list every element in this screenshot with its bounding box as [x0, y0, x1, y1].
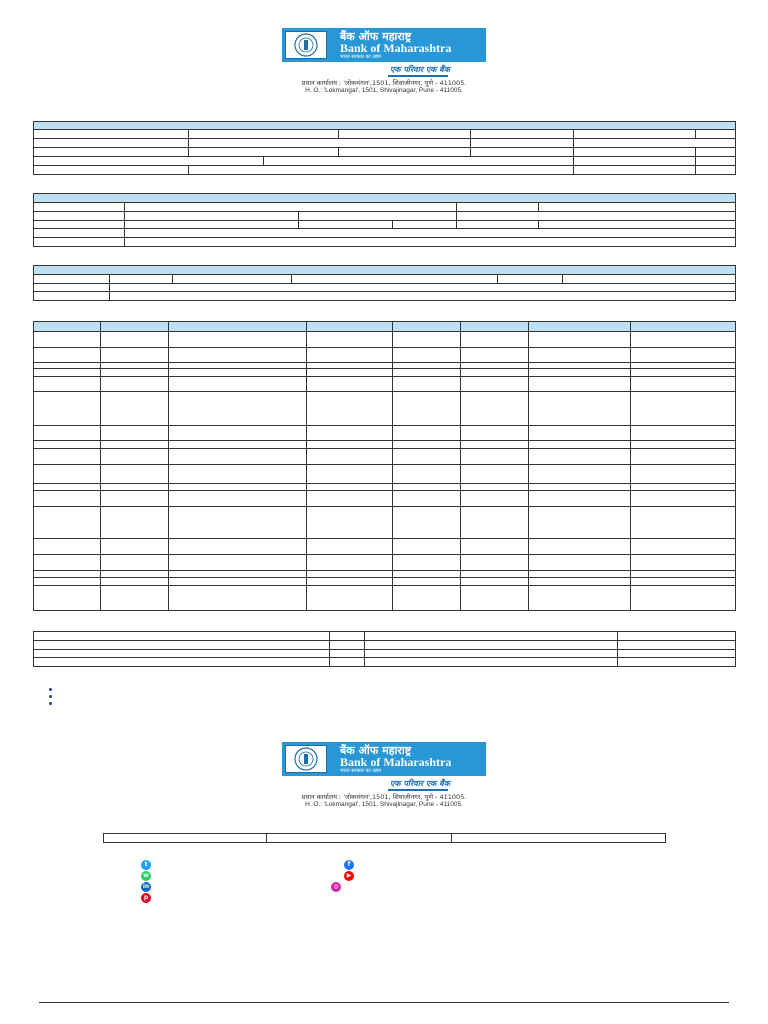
facebook-icon[interactable]: f [344, 860, 354, 870]
table-header [34, 266, 736, 275]
details-table-3 [33, 265, 736, 301]
table-header [34, 194, 736, 203]
table-row [34, 283, 736, 292]
table-row [34, 166, 736, 175]
linkedin-icon[interactable]: in [142, 883, 150, 890]
table-row [104, 834, 666, 843]
table-row [34, 157, 736, 166]
table-row [34, 483, 736, 491]
table-row [34, 640, 736, 649]
table-row [34, 649, 736, 658]
table-row [34, 570, 736, 578]
contact-strip-table [103, 833, 666, 843]
bank-seal-icon [285, 31, 327, 59]
bank-name-english: Bank of Maharashtra [340, 41, 452, 55]
bullet-list [49, 688, 52, 709]
bank-name-hindi: बैंक ऑफ महाराष्ट्र [340, 744, 412, 757]
address-english: H. O.: 'Lokmangal', 1501, Shivajinagar, Pune - 411005. [305, 801, 463, 808]
table-row [34, 220, 736, 229]
table-row [34, 376, 736, 392]
table-row [34, 347, 736, 363]
table-row [34, 464, 736, 483]
slogan-underline [388, 75, 448, 77]
list-bullet [49, 688, 52, 691]
summary-table [33, 631, 736, 667]
details-table-1 [33, 121, 736, 175]
table-header [34, 122, 736, 130]
letterhead-top [282, 28, 486, 98]
bank-logo [282, 28, 486, 62]
address-english: H. O.: 'Lokmangal', 1501, Shivajinagar, Pune - 411005. [305, 87, 463, 94]
bank-slogan: एक परिवार एक बैंक [390, 65, 450, 74]
footer-rule [39, 1002, 729, 1003]
table-row [34, 586, 736, 611]
table-row [34, 425, 736, 441]
main-data-table [33, 321, 736, 611]
table-row [34, 539, 736, 555]
table-row [34, 578, 736, 586]
table-row [34, 449, 736, 465]
table-row [34, 148, 736, 157]
table-row [34, 392, 736, 425]
table-row [34, 292, 736, 301]
address-hindi: प्रधान कार्यालय : 'लोकमंगल',1501, शिवाजीनगर, पुणे - 411005. [301, 79, 467, 87]
table-row [34, 491, 736, 507]
table-row [34, 238, 736, 247]
address-hindi: प्रधान कार्यालय : 'लोकमंगल',1501, शिवाजीनगर, पुणे - 411005. [301, 793, 467, 801]
table-row [34, 130, 736, 139]
pinterest-icon[interactable]: p [141, 893, 151, 903]
whatsapp-icon[interactable]: w [141, 871, 151, 881]
bank-tagline: भारत सरकार का उद्यम [340, 54, 382, 60]
bank-name-english: Bank of Maharashtra [340, 755, 452, 769]
instagram-icon[interactable]: ◎ [331, 882, 341, 892]
bank-name-hindi: बैंक ऑफ महाराष्ट्र [340, 30, 412, 43]
table-header-row [34, 322, 736, 332]
table-row [34, 632, 736, 641]
slogan-underline [388, 789, 448, 791]
table-row [34, 555, 736, 571]
table-row [34, 211, 736, 220]
twitter-icon[interactable]: t [141, 860, 151, 870]
list-bullet [49, 695, 52, 698]
bank-tagline: भारत सरकार का उद्यम [340, 768, 382, 774]
list-bullet [49, 702, 52, 705]
table-row [34, 203, 736, 212]
table-row [34, 658, 736, 667]
table-row [34, 139, 736, 148]
table-row [34, 332, 736, 348]
bank-seal-icon [285, 745, 327, 773]
table-row [34, 229, 736, 238]
bank-slogan: एक परिवार एक बैंक [390, 779, 450, 788]
letterhead-footer [282, 742, 486, 812]
youtube-icon[interactable]: ▶ [344, 871, 354, 881]
details-table-2 [33, 193, 736, 247]
table-row [34, 441, 736, 449]
table-row [34, 275, 736, 284]
bank-logo [282, 742, 486, 776]
table-row [34, 507, 736, 539]
table-row [34, 368, 736, 376]
